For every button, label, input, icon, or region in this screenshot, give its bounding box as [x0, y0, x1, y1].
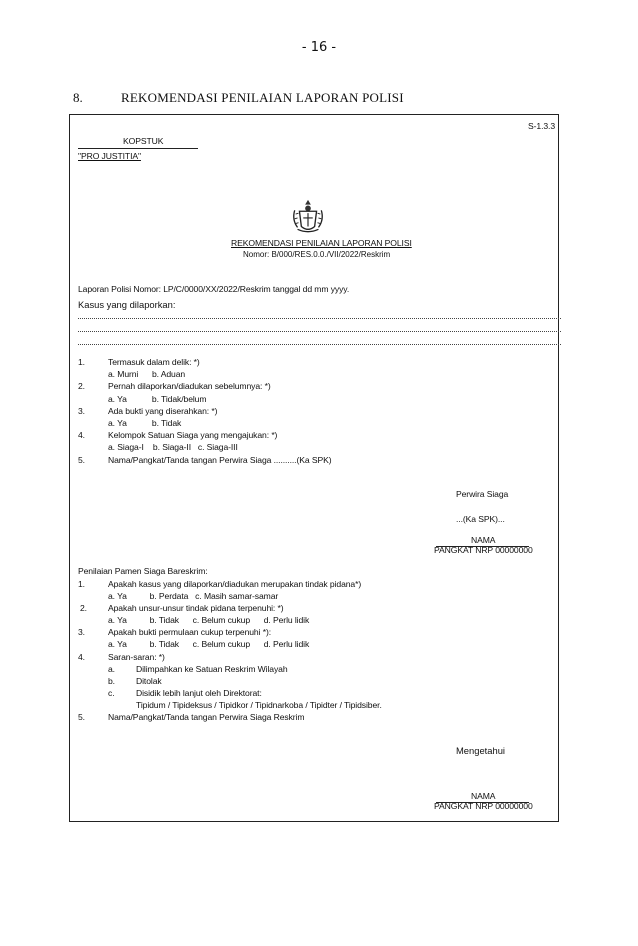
kopstuk-underline — [78, 148, 198, 149]
dotted-line-3 — [78, 344, 561, 346]
item3-number: 3. — [78, 406, 85, 416]
item5-number: 5. — [78, 455, 85, 465]
saran-c-letter: c. — [108, 688, 115, 698]
p-item1-text: Apakah kasus yang dilaporkan/diadukan merupakan tindak pidana*) — [108, 579, 362, 589]
form-nomor: Nomor: B/000/RES.0.0./VII/2022/Reskrim — [243, 250, 391, 259]
p-item2-options: a. Ya b. Tidak c. Belum cukup d. Perlu lidik — [108, 615, 310, 625]
item2-number: 2. — [78, 381, 85, 391]
item5-text: Nama/Pangkat/Tanda tangan Perwira Siaga ..........(Ka SPK) — [108, 455, 332, 465]
item1-number: 1. — [78, 357, 85, 367]
saran-b-text: Ditolak — [136, 676, 162, 686]
section-title: REKOMENDASI PENILAIAN LAPORAN POLISI — [121, 90, 404, 105]
p-item5-number: 5. — [78, 712, 85, 722]
saran-c-text: Disidik lebih lanjut oleh Direktorat: — [136, 688, 262, 698]
section-number: 8. — [73, 90, 83, 105]
p-item1-options: a. Ya b. Perdata c. Masih samar-samar — [108, 591, 279, 601]
p-item5-text: Nama/Pangkat/Tanda tangan Perwira Siaga Reskrim — [108, 712, 305, 722]
item3-options: a. Ya b. Tidak — [108, 418, 182, 428]
sig1-role: Perwira Siaga — [456, 489, 509, 499]
item2-options: a. Ya b. Tidak/belum — [108, 394, 207, 404]
pro-justitia: "PRO JUSTITIA" — [78, 151, 141, 161]
form-title: REKOMENDASI PENILAIAN LAPORAN POLISI — [231, 238, 412, 248]
saran-b-letter: b. — [108, 676, 115, 686]
sig1-ka: ...(Ka SPK)... — [456, 514, 505, 524]
p-item3-text: Apakah bukti permulaan cukup terpenuhi *): — [108, 627, 272, 637]
item4-text: Kelompok Satuan Siaga yang mengajukan: *) — [108, 430, 278, 440]
police-emblem-icon — [289, 197, 327, 235]
p-item1-number: 1. — [78, 579, 85, 589]
form-code: S-1.3.3 — [528, 121, 556, 131]
p-item4-number: 4. — [78, 652, 85, 662]
sig2-nama: NAMA — [471, 791, 496, 801]
sig1-nama: NAMA — [471, 535, 496, 545]
dotted-line-1 — [78, 318, 561, 320]
direktorat-list: Tipidum / Tipideksus / Tipidkor / Tipidnarkoba / Tipidter / Tipidsiber. — [136, 700, 382, 710]
item4-number: 4. — [78, 430, 85, 440]
item1-options: a. Murni b. Aduan — [108, 369, 186, 379]
p-item2-text: Apakah unsur-unsur tindak pidana terpenuhi: *) — [108, 603, 284, 613]
p-item3-options: a. Ya b. Tidak c. Belum cukup d. Perlu lidik — [108, 639, 310, 649]
laporan-line: Laporan Polisi Nomor: LP/C/0000/XX/2022/Reskrim tanggal dd mm yyyy. — [78, 284, 350, 294]
page-number: - 16 - — [301, 40, 337, 55]
p-item4-text: Saran-saran: *) — [108, 652, 165, 662]
kasus-label: Kasus yang dilaporkan: — [78, 299, 176, 310]
kopstuk-label: KOPSTUK — [123, 136, 164, 146]
sig2-role: Mengetahui — [456, 745, 505, 756]
sig2-pangkat: PANGKAT NRP 00000000 — [434, 801, 533, 811]
penilaian-title: Penilaian Pamen Siaga Bareskrim: — [78, 566, 208, 576]
saran-a-letter: a. — [108, 664, 115, 674]
p-item3-number: 3. — [78, 627, 85, 637]
p-item2-number: 2. — [80, 603, 87, 613]
sig1-pangkat: PANGKAT NRP 00000000 — [434, 545, 533, 555]
saran-a-text: Dilimpahkan ke Satuan Reskrim Wilayah — [136, 664, 288, 674]
item3-text: Ada bukti yang diserahkan: *) — [108, 406, 218, 416]
item2-text: Pernah dilaporkan/diadukan sebelumnya: *) — [108, 381, 271, 391]
dotted-line-2 — [78, 331, 561, 333]
item1-text: Termasuk dalam delik: *) — [108, 357, 200, 367]
item4-options: a. Siaga-I b. Siaga-II c. Siaga-III — [108, 442, 238, 452]
